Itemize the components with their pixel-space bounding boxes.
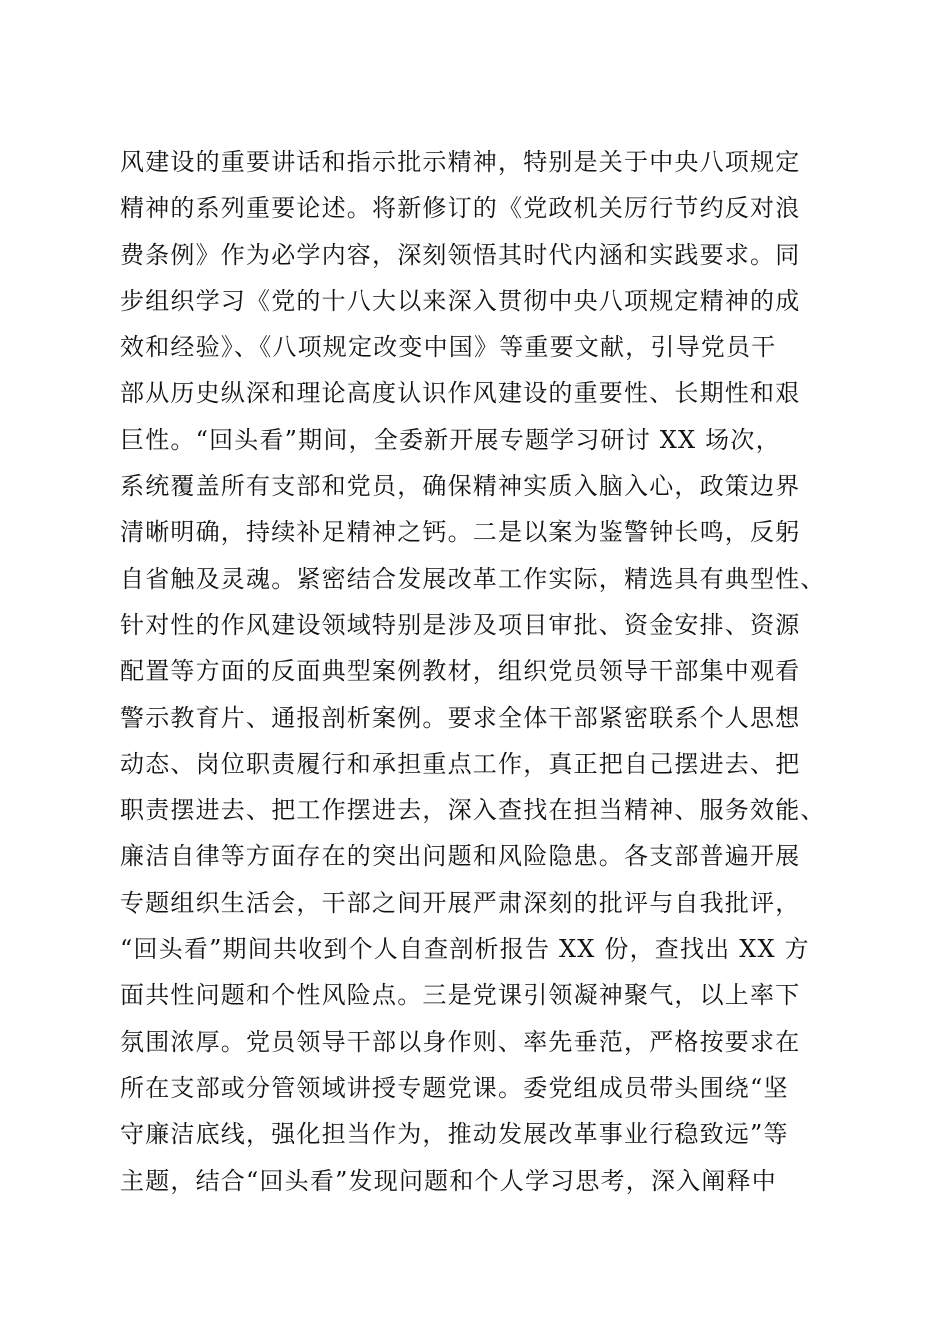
- text-line-15: 职责摆进去、把工作摆进去，深入查找在担当精神、服务效能、: [120, 796, 826, 825]
- text-line-21: 所在支部或分管领域讲授专题党课。委党组成员带头围绕“坚: [120, 1073, 789, 1102]
- text-line-7: 巨性。“回头看”期间，全委新开展专题学习研讨 XX 场次，: [120, 425, 781, 454]
- text-line-11: 针对性的作风建设领域特别是涉及项目审批、资金安排、资源: [120, 610, 801, 639]
- text-line-1: 风建设的重要讲话和指示批示精神，特别是关于中央八项规定: [120, 148, 801, 176]
- text-line-13: 警示教育片、通报剖析案例。要求全体干部紧密联系个人思想: [120, 703, 801, 732]
- text-line-6: 部从历史纵深和理论高度认识作风建设的重要性、长期性和艰: [120, 379, 801, 408]
- text-line-4: 步组织学习《党的十八大以来深入贯彻中央八项规定精神的成: [120, 286, 801, 315]
- text-line-22: 守廉洁底线，强化担当作为，推动发展改革事业行稳致远”等: [120, 1120, 789, 1149]
- text-line-16: 廉洁自律等方面存在的突出问题和风险隐患。各支部普遍开展: [120, 842, 801, 871]
- text-line-19: 面共性问题和个性风险点。三是党课引领凝神聚气，以上率下: [120, 981, 801, 1010]
- text-line-20: 氛围浓厚。党员领导干部以身作则、率先垂范，严格按要求在: [120, 1027, 801, 1056]
- text-line-10: 自省触及灵魂。紧密结合发展改革工作实际，精选具有典型性、: [120, 564, 826, 593]
- text-line-8: 系统覆盖所有支部和党员，确保精神实质入脑入心，政策边界: [120, 472, 801, 501]
- text-line-2: 精神的系列重要论述。将新修订的《党政机关厉行节约反对浪: [120, 194, 801, 223]
- text-line-14: 动态、岗位职责履行和承担重点工作，真正把自己摆进去、把: [120, 749, 801, 778]
- text-line-23: 主题，结合“回头看”发现问题和个人学习思考，深入阐释中: [120, 1166, 777, 1195]
- text-line-3: 费条例》作为必学内容，深刻领悟其时代内涵和实践要求。同: [120, 240, 801, 269]
- text-line-12: 配置等方面的反面典型案例教材，组织党员领导干部集中观看: [120, 657, 801, 686]
- body-text: [120, 139, 840, 1204]
- text-line-5: 效和经验》、《八项规定改变中国》等重要文献，引导党员干: [120, 333, 777, 362]
- text-line-9: 清晰明确，持续补足精神之钙。二是以案为鉴警钟长鸣，反躬: [120, 518, 801, 547]
- text-line-17: 专题组织生活会，干部之间开展严肃深刻的批评与自我批评，: [120, 888, 801, 917]
- text-line-18: “回头看”期间共收到个人自查剖析报告 XX 份，查找出 XX 方: [120, 935, 810, 964]
